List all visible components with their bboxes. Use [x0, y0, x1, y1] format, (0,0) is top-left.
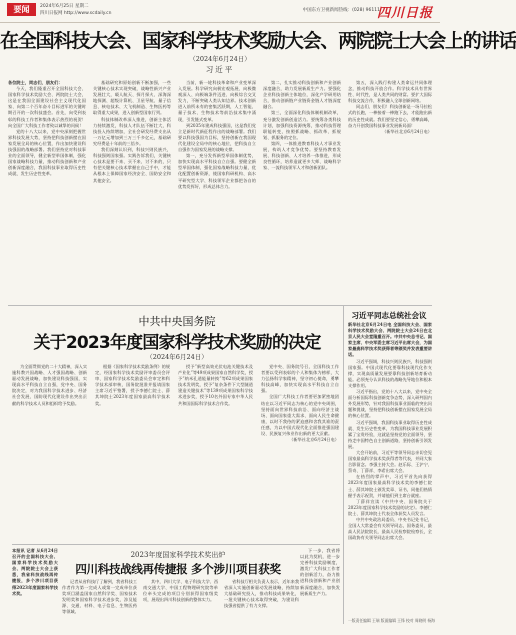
decision-column-3 [178, 364, 253, 540]
salutation: 各位院士，同志们，朋友们： [8, 80, 63, 85]
decision-footnote: （新华社北京6月24日电） [289, 437, 339, 443]
sichuan-paragraph: 其中，四川大学、电子科技大学、西南交通大学、中国工程物理研究院等单位牵头完成的项目分别获得国家级奖项，展现出四川科技创新的整体实力。 [143, 579, 219, 603]
decision-paragraph: 根据《国家科学技术奖励条例》的规定，经国家科学技术奖励评审委员会评审、国家科学技术奖励委员会审定和科学技术部审核，国务院批准并报请国家主席习近平签署，授予李德仁院士、薛其坤院士2023年度国家最高科学技术奖。 [95, 364, 171, 406]
sidebar-paragraph: 习近平指出，党的十八大以来，党中央全面分析国际科技创新竞争态势，深入研判国内外发展形势，针对我国科技事业面临的突出问题和挑战，坚持把科技创新摆在国家发展全局的核心位置。 [348, 389, 432, 419]
lead-paragraph: 党的十八大以来，党中央深刻把握世界科技发展大势，坚持把科技创新摆在国家发展全局的核心位置，作出加快建设科技强国的战略部署。我们坚持党对科技事业的全面领导，健全新型举国体制，强化国家战略科技力量，推动科技创新和产业创新深度融合，我国科技事业取得历史性成就、发生历史性变革。 [8, 128, 86, 177]
lead-paragraph: 第一，充分发挥新型举国体制优势，加快实现高水平科技自立自强。要健全新型举国体制，强化国家战略科技力量，优化配置创新资源，使国家科研机构、高水平研究型大学、科技领军企业都把各自的优势发挥好，形成总体合力。 [178, 153, 256, 189]
lead-date: （2024年6月24日） [189, 55, 251, 63]
sichuan-paragraph: 记者从省科技厅了解到，我省科技工作者作为第一完成人或第一完成单位获奖项目涵盖国家自然科学奖、国家技术发明奖和国家科学技术进步奖，涉及能源、交通、材料、电子信息、生物医药等领域。 [62, 579, 138, 615]
lead-headline: 在全国科技大会、国家科学技术奖励大会、两院院士大会上的讲话 [0, 30, 516, 52]
sidebar-paragraph: 大会开始前，习近平等领导同志亲切会见国家最高科学技术奖获得者等代表，并同大家合影留念。李强主持大会。赵乐际、王沪宁、蔡奇、丁薛祥、李希出席大会。 [348, 449, 432, 474]
decision-column-4 [261, 364, 339, 540]
section-divider [8, 305, 432, 306]
sidebar-paragraph: 在热烈的掌声中，习近平首先向获得2023年度国家最高科学技术奖的李德仁院士、薛其坤院士颁发奖章、证书，同他们热情握手表示祝贺，并请他们到主席台就座。 [348, 474, 432, 498]
decision-paragraph: 党中央、国务院号召，全国科技工作者要以受到表彰的个人和集体为榜样，大力弘扬科学家精神，坚守初心使命，勇攀科技高峰，加快实现高水平科技自立自强。 [261, 364, 339, 394]
lead-column-4 [263, 80, 341, 300]
lead-author: 习近平 [205, 65, 235, 74]
lead-paragraph: 到2035年建成科技强国，这是我们党立足新时代新征程作出的战略部署。我们要以科技强国为目标，坚持创新在我国现代化建设全局中的核心地位，把科技自立自强作为国家发展的战略支撑。 [178, 122, 256, 153]
sichuan-paragraph: 下一步，我省将以此为契机，进一步完善科技奖励制度，激发广大科技工作者的创新活力，奋力推进科技创新和产业创新深度融合，加快发展新质生产力。 [300, 548, 340, 596]
sichuan-column-4 [224, 579, 299, 627]
sichuan-column-1 [12, 548, 58, 628]
lead-paragraph: 第五，深入践行构建人类命运共同体理念，推动科技开放合作。科学技术具有世界性、时代性，是人类共同的财富。要扩大国际科技交流合作，积极融入全球创新网络。 [348, 80, 432, 104]
sichuan-kicker: 2023年度国家科学技术奖出炉 [130, 551, 226, 559]
sichuan-column-3 [143, 579, 218, 627]
decision-column-2 [95, 364, 170, 540]
newspaper-brand: 四川日报 [376, 6, 433, 21]
news-hotline: 中国东方卫视新闻热线：(028) 96111 [302, 8, 380, 13]
section-divider [12, 544, 340, 545]
editor-credits: 一版责任编辑 王瑞 版面编辑 王锋 校对 周晓明 杨海 [348, 618, 435, 623]
lead-paragraph: 基础研究和原始创新不断加强，一些关键核心技术实现突破，战略性新兴产业发展壮大，载人航天、探月探火、深海深地探测、超级计算机、卫星导航、量子信息、核电技术、大飞机制造、生物医药等取得重大成果，进入创新型国家行列。 [93, 80, 171, 116]
sidebar-title: 习近平同志总统社会议 [351, 311, 427, 320]
sichuan-paragraph: 本报讯 记者 从6月24日召开的全国科技大会、国家科学技术奖励大会、两院院士大会上获悉，我省科技战线再传捷报，多个涉川项目获得2023年度国家科学技术奖。 [12, 548, 58, 596]
lead-paragraph: 第四，一体推进教育科技人才事业发展，构筑人才竞争优势。要坚持教育发展、科技创新、人才培养一体推进，形成良性循环，培养造就更多大师、战略科学家、一流科技领军人才和创新团队。 [263, 140, 341, 171]
sidebar-paragraph: 习近平强调，我国科技事业取得历史性成就、发生历史性变革，为我国科技事业发展积累了宝贵经验，这就是坚持党的全面领导，坚持走中国特色自主创新道路，坚持创新引领发展。 [348, 419, 432, 449]
lead-paragraph: 科技体制改革深入推进，创新主体活力持续激发，科技人才队伍不断壮大，科技投入持续增加，全社会研发经费支出从一万亿元增加到三万三千多亿元，基础研究经费是十年前的三倍多。 [93, 116, 171, 146]
column-divider [343, 306, 344, 624]
masthead [0, 0, 440, 23]
sichuan-column-5 [300, 548, 340, 628]
sichuan-paragraph: 省科技厅相关负责人表示，近年来我省深入实施创新驱动发展战略，持续加大基础研究投入，推动科技成果转化，一批关键核心技术取得突破，为建设科技强省提供了有力支撑。 [224, 579, 300, 609]
website-line: 四川日报网 http://www.scdaily.cn [40, 11, 112, 16]
decision-headline: 关于2023年度国家科学技术奖励的决定 [33, 333, 321, 353]
sidebar-paragraph: 丁薛祥宣读《中共中央、国务院关于2023年度国家科学技术奖励的决定》。李德仁院士、薛其坤院士代表全体获奖人员发言。 [348, 498, 432, 516]
sichuan-headline: 四川科技战线再传捷报 多个涉川项目获奖 [75, 562, 281, 576]
decision-date: （2024年6月24日） [146, 353, 208, 361]
lead-paragraph: 第三，全面深化科技体制机制改革，充分激发创新创造活力。要统筹各类科技计划，加强科技资源统筹，推动科技管理职能转变，按照抓战略、抓改革、抓规划、抓服务的定位。 [263, 110, 341, 140]
lead-column-3 [178, 80, 256, 300]
lead-column-5 [348, 80, 432, 302]
decision-kicker: 中共中央国务院 [138, 315, 216, 328]
sidebar-paragraph: 新华社北京6月24日电 全国科技大会、国家科学技术奖励大会、两院院士大会24日在北京人民大会堂隆重召开。中共中央总书记、国家主席、中央军委主席习近平出席大会，为国家最高科学技术奖获得者等颁奖并发表重要讲话。 [348, 322, 432, 358]
decision-paragraph: 为全面贯彻党的二十大精神，深入实施科教兴国战略、人才强国战略、创新驱动发展战略，加快建设科技强国，实现高水平科技自立自强，党中央、国务院决定，对为我国科学技术进步、经济社会发展、国防现代化建设作出突出贡献的科学技术人员和组织给予奖励。 [12, 364, 88, 406]
lead-footnote: （新华社北京6月24日电） [382, 128, 432, 134]
section-logo: 要闻 [7, 3, 36, 16]
lead-paragraph: 今天，我们隆重召开全国科技大会、国家科学技术奖励大会、两院院士大会，这是在我国全面建设社会主义现代化国家、向第二个百年奋斗目标进军的关键时期召开的一次科技盛会。首先，向受到表彰的科技工作者和集体表示热烈的祝贺！向全国广大科技工作者致以诚挚的问候！ [8, 86, 86, 128]
lead-paragraph: 当前，新一轮科技革命和产业变革深入发展。科学研究向极宏观拓展、向极微观深入、向极端条件迈进、向极综合交叉发力，不断突破人类认知边界。技术创新进入前所未有的密集活跃期，人工智能、量子技术、生物技术等前沿技术集中涌现，引发链式变革。 [178, 80, 256, 122]
lead-paragraph: 同志们、朋友们！科技创新是一场马拉松式的长跑，一棒接着一棒跑下去，才能跑出新的历史性成就。我们要坚定信心，勇攀高峰，奋力开创我国科技事业发展新局面！ [348, 104, 432, 128]
lead-paragraph: 我们深刻认识到，科技兴则民族兴，科技强则国家强。实践告诉我们，关键核心技术是要不来、买不来、讨不来的，只有把关键核心技术掌握在自己手中，才能从根本上保障国家经济安全、国防安全和其他安全。 [93, 147, 171, 183]
sidebar-paragraph: 习近平强调，科技兴则民族兴，科技强则国家强。中国式现代化要靠科技现代化作支撑，实现高质量发展要靠科技创新培育新动能。必须充分认识科技的战略先导地位和根本支撑作用。 [348, 358, 432, 388]
issue-date: 2024年6月25日 星期二 [40, 4, 89, 9]
lead-paragraph: 第二，扎实推动科技创新和产业创新深度融合，助力发展新质生产力。要强化企业科技创新主体地位，深化产学研用结合，推动创新链产业链资金链人才链深度融合。 [263, 80, 341, 110]
sidebar-column [348, 322, 432, 612]
decision-paragraph: 全国广大科技工作者要更加紧密地团结在以习近平同志为核心的党中央周围，坚持面向世界科技前沿、面向经济主战场、面向国家重大需求、面向人民生命健康，以时不我待的紧迫感和舍我其谁的责任感，为以中国式现代化全面推进强国建设、民族复兴伟业作出新的更大贡献。 [261, 394, 339, 437]
sichuan-column-2 [62, 579, 137, 627]
sidebar-paragraph: 中共中央政治局委员、中央书记处书记，全国人大常委会有关领导同志，国务委员，最高人民法院院长，最高人民检察院检察长，全国政协有关领导同志出席大会。 [348, 517, 432, 541]
decision-column-1 [12, 364, 87, 540]
decision-paragraph: 授予“新型高效光伏电池关键技术及产业化”等49项成果国家自然科学奖，授予“纳米孔道能量转换”等62项成果国家技术发明奖，授予“复杂条件下大型隧道建造关键技术”等139项成果国家科学技术进步奖，授予10名外国专家中华人民共和国国际科学技术合作奖。 [178, 364, 253, 406]
lead-column-1 [8, 80, 86, 300]
lead-column-2 [93, 80, 171, 300]
